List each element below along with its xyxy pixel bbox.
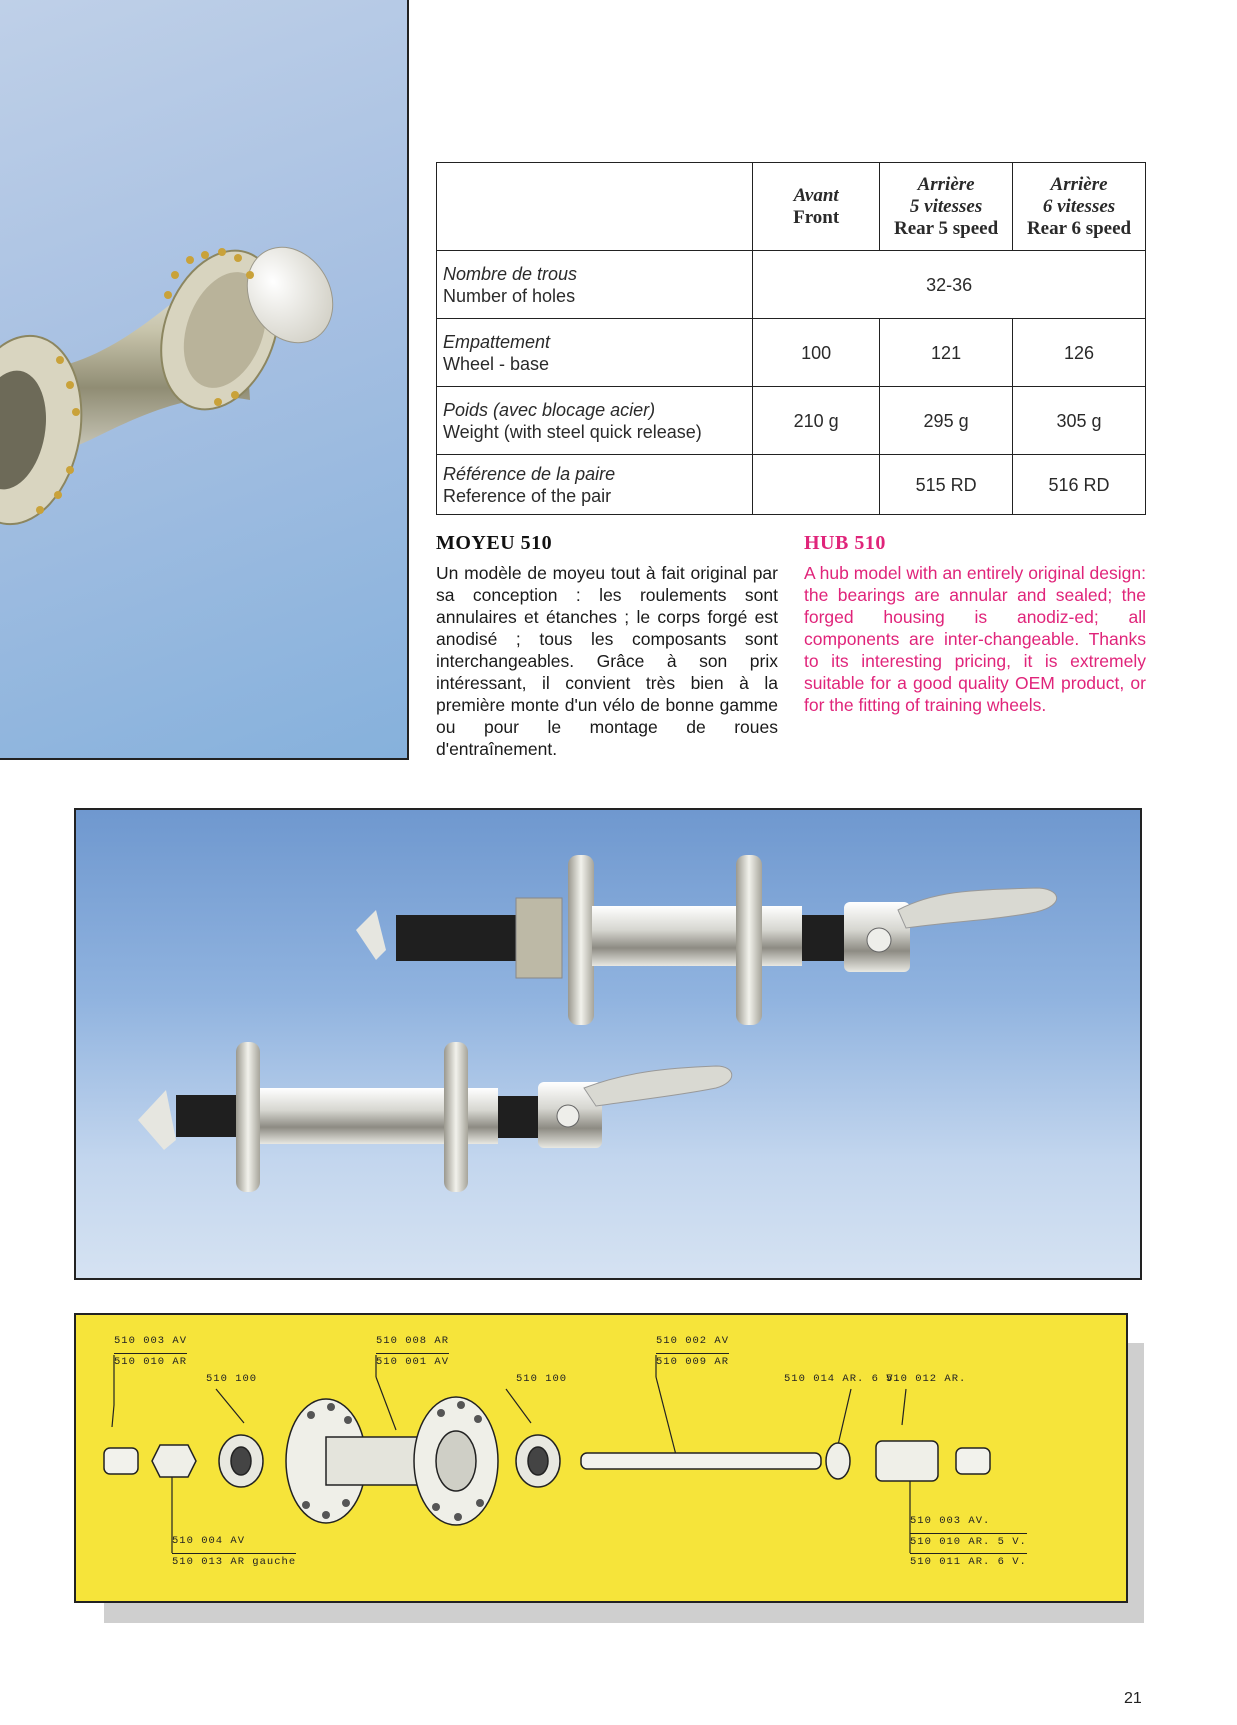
header-avant <box>753 163 880 251</box>
cone-right <box>876 1441 938 1481</box>
table-row <box>437 455 1146 515</box>
part-label: 510 001 AV <box>376 1353 449 1368</box>
wheelbase-avant: 100 <box>753 319 880 387</box>
wheelbase-rear6: 126 <box>1013 319 1146 387</box>
weight-rear6: 305 g <box>1013 387 1146 455</box>
header-rear5-fr1: Arrière <box>917 173 975 195</box>
weight-rear5: 295 g <box>880 387 1013 455</box>
table-header-row <box>437 163 1146 251</box>
row-label-en: Wheel - base <box>443 353 550 374</box>
part-label: 510 012 AR. <box>886 1373 967 1385</box>
part-label: 510 002 AV <box>656 1335 730 1347</box>
header-empty-cell <box>437 163 753 251</box>
header-rear5 <box>880 163 1013 251</box>
table-row <box>437 251 1146 319</box>
english-description: A hub model with an entirely original design: the bearings are annular and sealed; the forged housing is anodiz-ed; all components are inter-changeable. Thanks to its interesting pricing, it is extremely suitable for a good quality OEM product, or for the fitting of training wheels. <box>804 563 1146 715</box>
holes-value: 32-36 <box>753 251 1146 319</box>
part-label: 510 011 AR. 6 V. <box>910 1553 1027 1568</box>
row-label-weight <box>437 387 753 455</box>
row-label-en: Reference of the pair <box>443 485 612 506</box>
french-title: MOYEU 510 <box>436 532 553 554</box>
cone-left <box>152 1445 196 1477</box>
part-label: 510 003 AV <box>114 1335 188 1347</box>
french-description: Un modèle de moyeu tout à fait original par sa conception : les roulements sont annulaires et étanches ; le corps forgé est anodisé ; tous les composants sont interchangeables. Grâce à son prix intéressant, il convient très bien à la première monte d'un vélo de bonne gamme ou pour le montage de roues d'entraînement. <box>436 563 778 759</box>
hub-closeup-photo <box>0 0 409 760</box>
part-label: 510 008 AR <box>376 1335 450 1347</box>
header-rear6 <box>1013 163 1146 251</box>
reference-avant <box>753 455 880 515</box>
spec-table <box>436 162 1146 515</box>
part-label: 510 100 <box>516 1373 568 1385</box>
row-label-en: Number of holes <box>443 285 576 306</box>
row-label-en: Weight (with steel quick release) <box>443 421 702 442</box>
row-label-reference <box>437 455 753 515</box>
header-avant-en: Front <box>793 206 840 228</box>
page-number: 21 <box>1124 1690 1142 1707</box>
hub-closeup-illustration <box>0 0 407 758</box>
header-rear6-fr2: 6 vitesses <box>1042 195 1116 217</box>
bearing-left-core <box>231 1447 251 1475</box>
english-title: HUB 510 <box>804 532 886 554</box>
part-label: 510 014 AR. 6 V. <box>784 1373 901 1385</box>
part-label: 510 010 AR <box>114 1353 187 1368</box>
spacer-6v <box>826 1443 850 1479</box>
row-label-fr: Référence de la paire <box>443 463 616 484</box>
rear-hub <box>356 855 1057 1025</box>
part-label: 510 004 AV <box>172 1535 246 1547</box>
wheelbase-rear5: 121 <box>880 319 1013 387</box>
part-label: 510 010 AR. 5 V. <box>910 1533 1027 1548</box>
hubs-photo <box>74 808 1142 1280</box>
header-rear6-en: Rear 6 speed <box>1026 217 1132 239</box>
row-label-holes <box>437 251 753 319</box>
part-label: 510 013 AR gauche <box>172 1553 296 1568</box>
table-row <box>437 387 1146 455</box>
header-rear5-fr2: 5 vitesses <box>909 195 983 217</box>
row-label-fr: Empattement <box>443 331 551 352</box>
header-avant-fr: Avant <box>793 184 839 206</box>
axle <box>581 1453 821 1469</box>
row-label-fr: Poids (avec blocage acier) <box>443 399 656 420</box>
header-rear6-fr1: Arrière <box>1050 173 1108 195</box>
exploded-parts-diagram <box>74 1313 1128 1603</box>
row-label-wheelbase <box>437 319 753 387</box>
table-row <box>437 319 1146 387</box>
flange-right-center <box>436 1431 476 1491</box>
hubs-illustration <box>76 810 1140 1278</box>
weight-avant: 210 g <box>753 387 880 455</box>
reference-rear5: 515 RD <box>880 455 1013 515</box>
bearing-right-core <box>528 1447 548 1475</box>
part-label: 510 009 AR <box>656 1353 729 1368</box>
reference-rear6: 516 RD <box>1013 455 1146 515</box>
part-label: 510 003 AV. <box>910 1515 991 1527</box>
locknut-left <box>104 1448 138 1474</box>
locknut-right <box>956 1448 990 1474</box>
part-label: 510 100 <box>206 1373 258 1385</box>
header-rear5-en: Rear 5 speed <box>894 217 999 239</box>
front-hub <box>138 1042 732 1192</box>
row-label-fr: Nombre de trous <box>443 263 578 284</box>
